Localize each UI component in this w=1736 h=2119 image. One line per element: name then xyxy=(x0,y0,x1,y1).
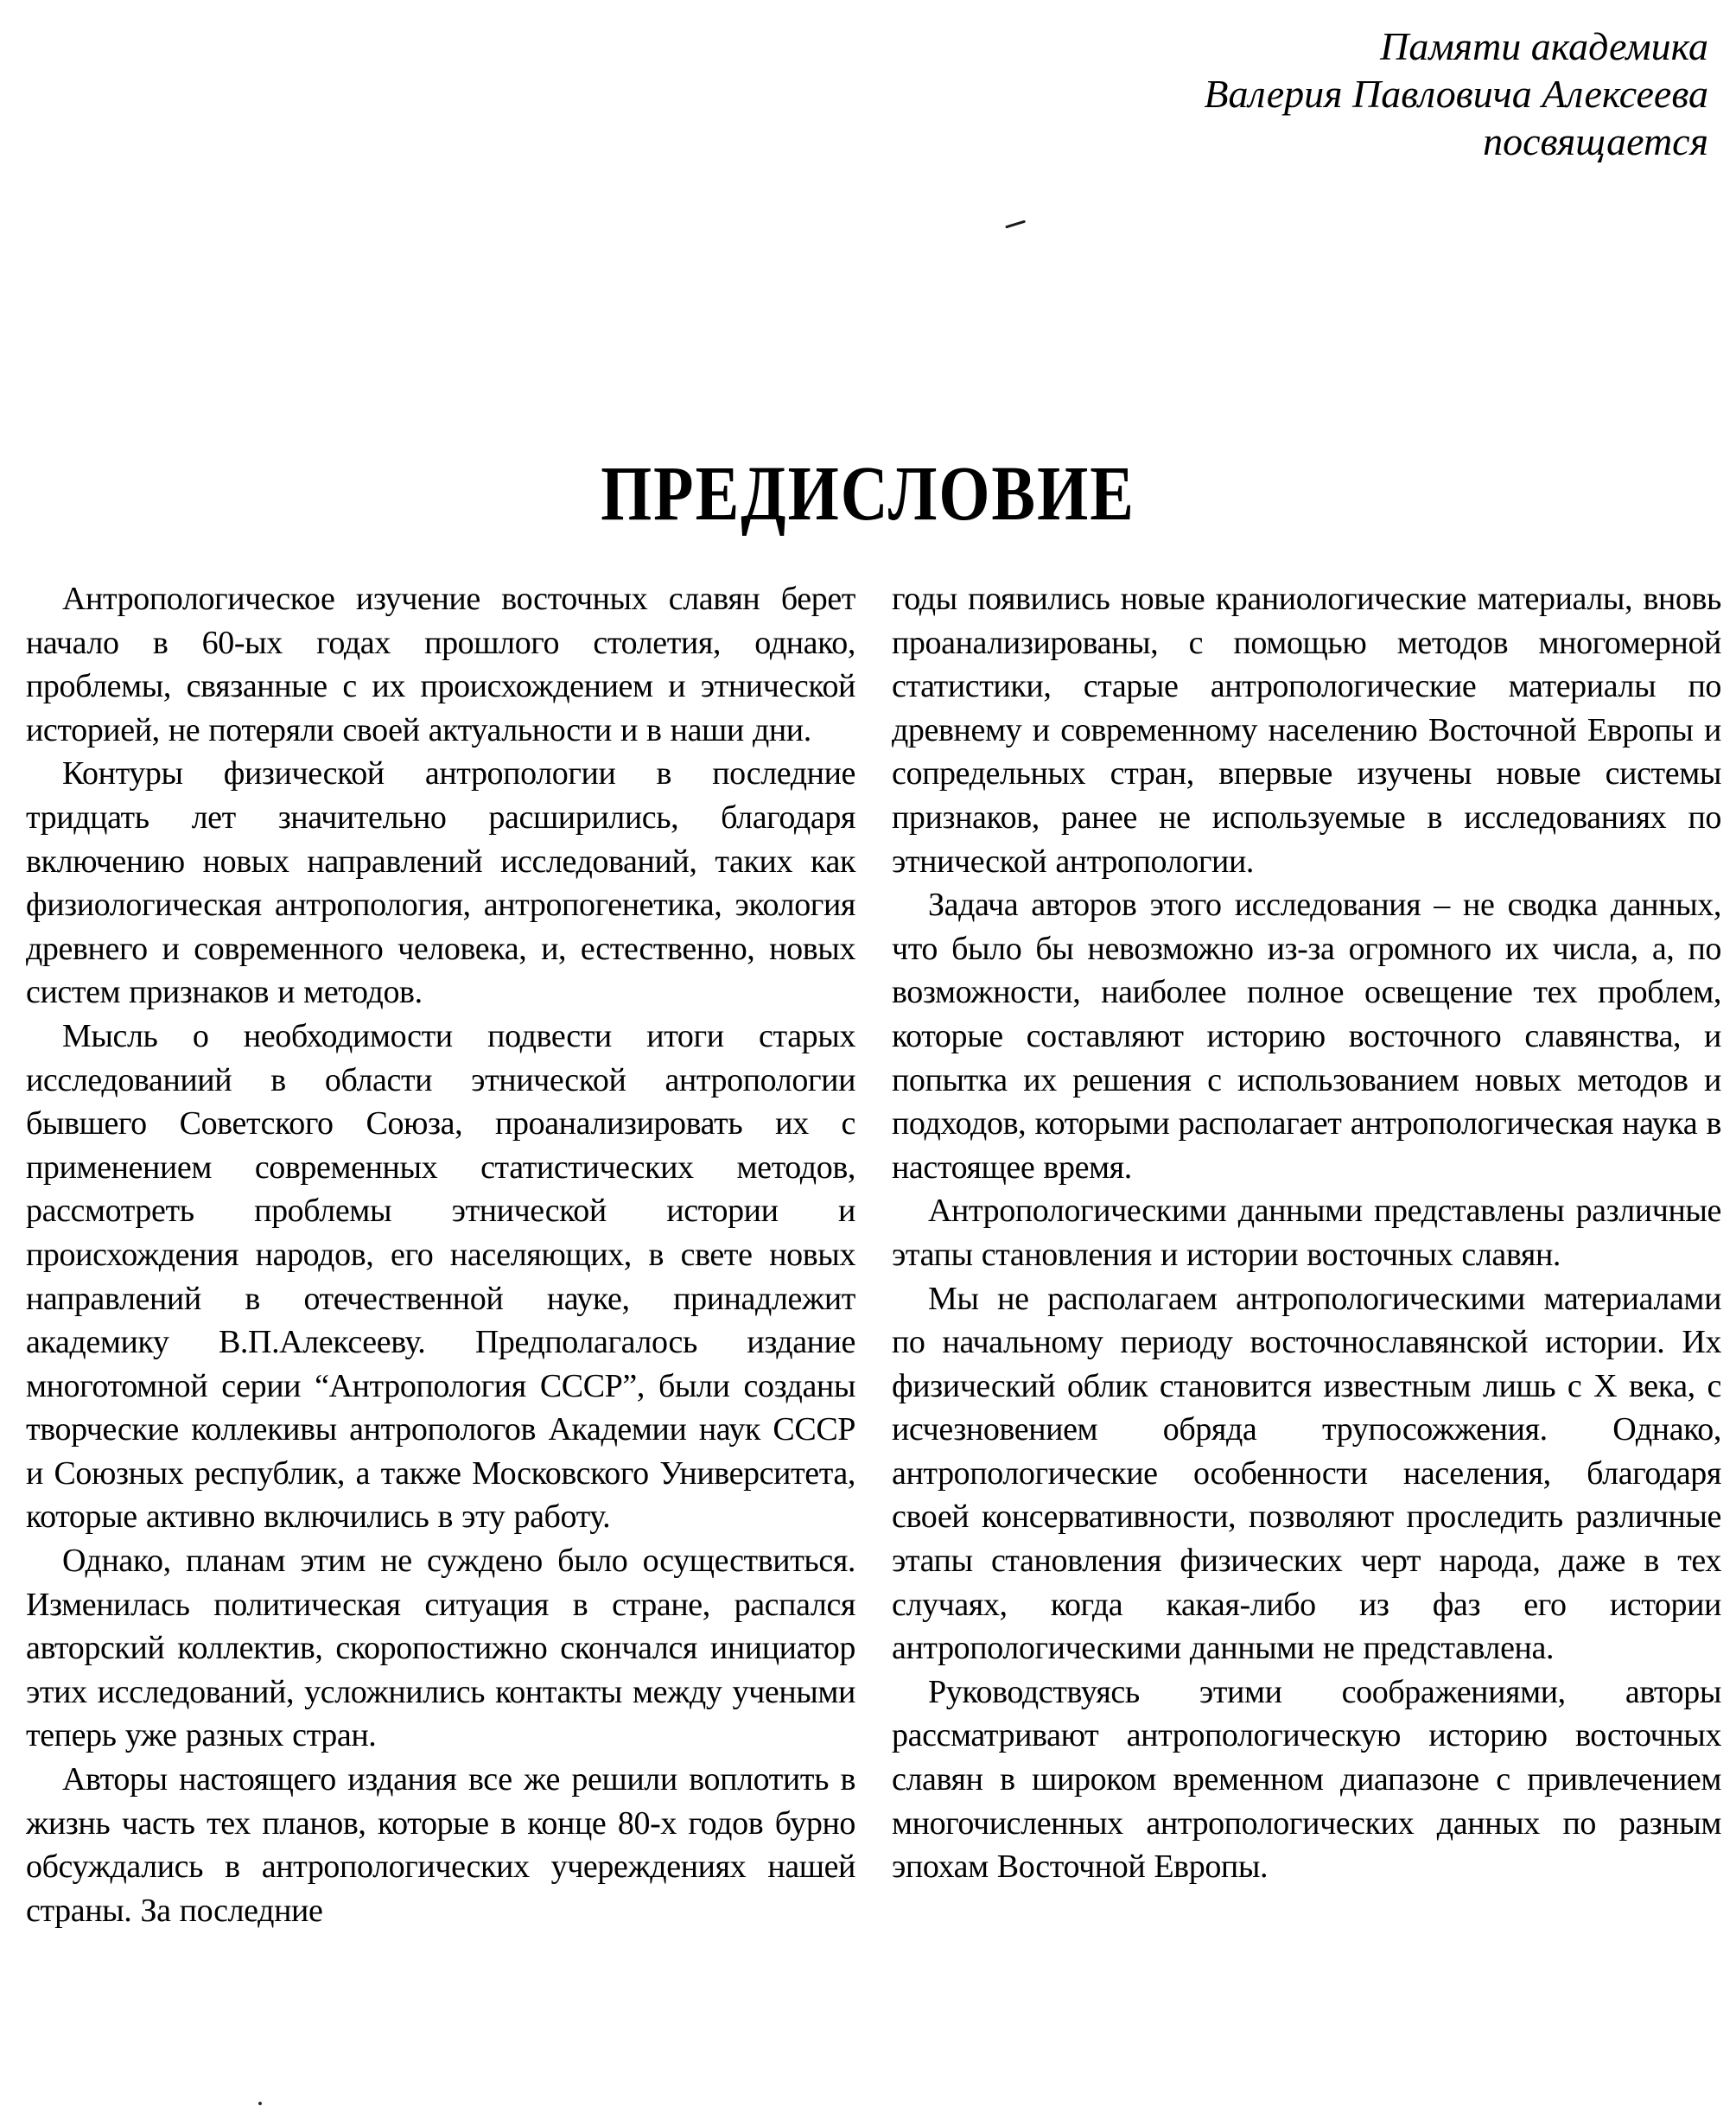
dedication xyxy=(1204,22,1708,165)
dedication-line: посвящается xyxy=(1483,119,1708,163)
paragraph: Задача авторов этого исследования – не сводка данных, что было бы невозможно из-за огромного их числа, а, по возможности, наиболее полное освещение тех проблем, которые составляют историю восточного славянства, и попытка их решения с использованием новых методов и подходов, которыми располагает антропологическая наука в настоящее время. xyxy=(892,887,1721,1186)
paragraph: Руководствуясь этими соображениями, авторы рассматривают антропологическую историю восточных славян в широком временном диапазоне с привлечением многочисленных антропологических данных по разным эпохам Восточной Европы. xyxy=(892,1673,1721,1886)
text-columns xyxy=(26,577,1721,2085)
paragraph: Мысль о необходимости подвести итоги старых исследованиий в области этнической антропологии бывшего Советского Союза, проанализировать их с применением современных статистических методов, рассмотреть проблемы этнической истории и происхождения народов, его населяющих, в свете новых направлений в отечественной науке, принадлежит академику В.П.Алексееву. Предполагалось издание многотомной серии “Антропология СССР”, были созданы творческие коллекивы антропологов Академии наук СССР и Союзных республик, а также Московского Университета, которые активно включились в эту работу. xyxy=(26,1017,855,1536)
dedication-line: Валерия Павловича Алексеева xyxy=(1204,72,1708,116)
scan-artifact-mark xyxy=(1005,220,1026,228)
paragraph-continuation: годы появились новые краниологические материалы, вновь проанализированы, с помощью методов многомерной статистики, старые антропологические материалы по древнему и современному населению Восточной Европы и сопредельных стран, впервые изучены новые системы признаков, ранее не используемые в исследованиях по этнической антропологии. xyxy=(892,581,1721,880)
right-column xyxy=(892,577,1721,2085)
paragraph: Однако, планам этим не суждено было осуществиться. Изменилась политическая ситуация в стране, распался авторский коллектив, скоропостижно скончался инициатор этих исследований, усложнились контакты между учеными теперь уже разных стран. xyxy=(26,1543,855,1754)
page-title: ПРЕДИСЛОВИЕ xyxy=(601,451,1135,538)
left-column xyxy=(26,577,855,2085)
paragraph: Мы не располагаем антропологическими материалами по начальному периоду восточнославянской истории. Их физический облик становится известным лишь с X века, с исчезновением обряда трупосожжения. Однако, антропологические особенности населения, благодаря своей консервативности, позволяют проследить различные этапы становления физических черт народа, даже в тех случаях, когда какая-либо из фаз его истории антропологическими данными не представлена. xyxy=(892,1280,1721,1667)
scan-artifact-dot xyxy=(258,2102,262,2105)
paragraph: Контуры физической антропологии в последние тридцать лет значительно расширились, благодаря включению новых направлений исследований, таких как физиологическая антропология, антропогенетика, экология древнего и современного человека, и, естественно, новых систем признаков и методов. xyxy=(26,755,855,1011)
paragraph: Антропологическими данными представлены различные этапы становления и истории восточных славян. xyxy=(892,1193,1721,1273)
paragraph: Антропологическое изучение восточных славян берет начало в 60-ых годах прошлого столетия, однако, проблемы, связанные с их происхождением и этнической историей, не потеряли своей актуальности и в наши дни. xyxy=(26,581,855,748)
dedication-line: Памяти академика xyxy=(1380,24,1708,68)
paragraph: Авторы настоящего издания все же решили воплотить в жизнь часть тех планов, которые в конце 80-х годов бурно обсуждались в антропологических учереждениях нашей страны. За последние xyxy=(26,1761,855,1929)
